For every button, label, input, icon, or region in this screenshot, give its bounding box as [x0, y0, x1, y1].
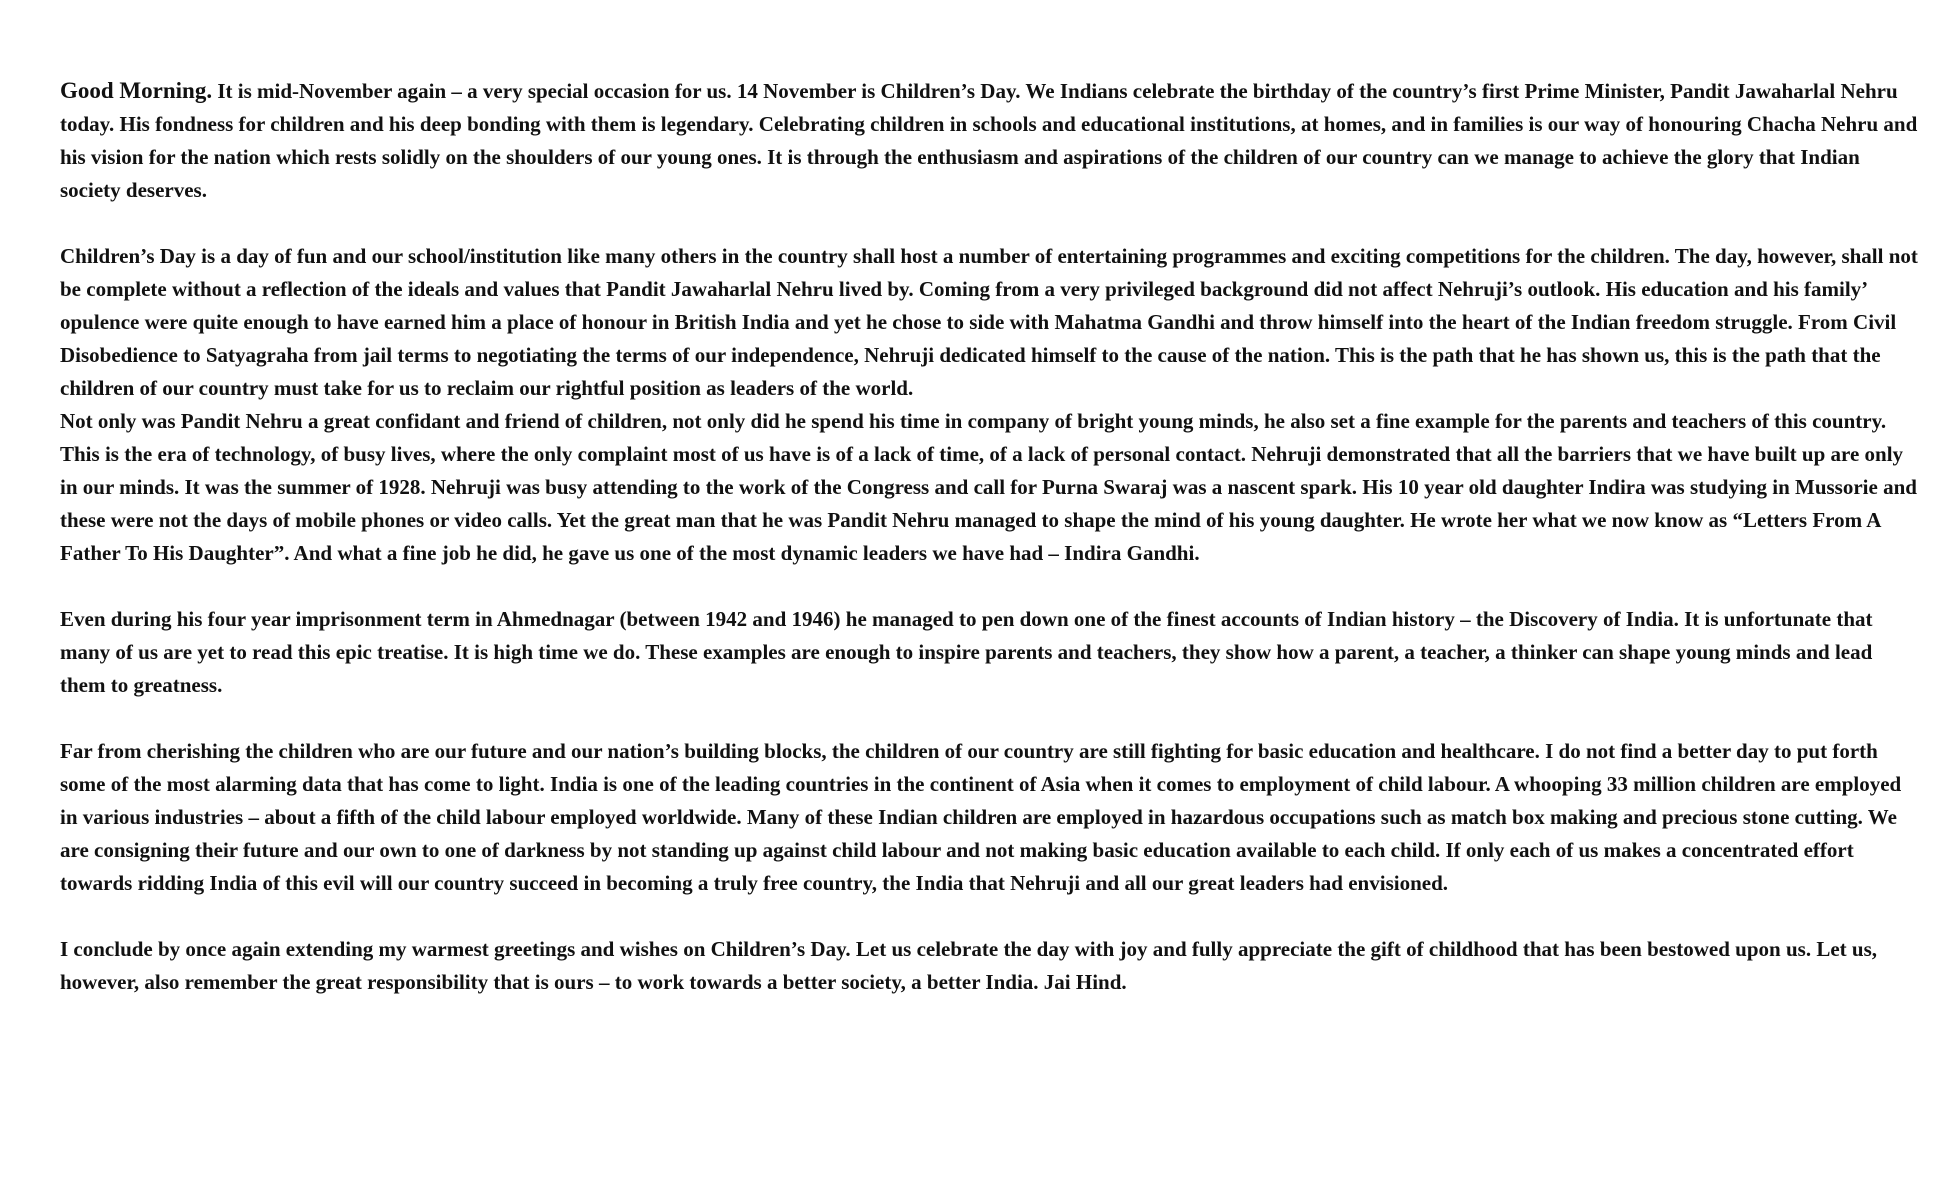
greeting-text: Good Morning.: [60, 78, 213, 103]
paragraph-childrens-day: Children’s Day is a day of fun and our school/institution like many others in the country shall host a number of entertaining programmes and exciting competitions for the children. The day, however, shall not be complete without a reflection of the ideals and values that Pandit Jawaharlal Nehru lived by. Coming from a very privileged background did not affect Nehruji’s outlook. His education and his family’ opulence were quite enough to have earned him a place of honour in British India and yet he chose to side with Mahatma Gandhi and throw himself into the heart of the Indian freedom struggle. From Civil Disobedience to Satyagraha from jail terms to negotiating the terms of our independence, Nehruji dedicated himself to the cause of the nation. This is the path that he has shown us, this is the path that the children of our country must take for us to reclaim our rightful position as leaders of the world.: [60, 244, 1918, 400]
speech-document: [60, 74, 1920, 1032]
paragraph-child-labour: Far from cherishing the children who are our future and our nation’s building blocks, the children of our country are still fighting for basic education and healthcare. I do not find a better day to put forth some of the most alarming data that has come to light. India is one of the leading countries in the continent of Asia when it comes to employment of child labour. A whooping 33 million children are employed in various industries – about a fifth of the child labour employed worldwide. Many of these Indian children are employed in hazardous occupations such as match box making and precious stone cutting. We are consigning their future and our own to one of darkness by not standing up against child labour and not making basic education available to each child. If only each of us makes a concentrated effort towards ridding India of this evil will our country succeed in becoming a truly free country, the India that Nehruji and all our great leaders had envisioned.: [60, 739, 1902, 895]
paragraph-conclusion: I conclude by once again extending my warmest greetings and wishes on Children’s Day. Let us celebrate the day with joy and fully appreciate the gift of childhood that has been bestowed upon us. Let us, however, also remember the great responsibility that is ours – to work towards a better society, a better India. Jai Hind.: [60, 937, 1877, 994]
paragraph-discovery: Even during his four year imprisonment term in Ahmednagar (between 1942 and 1946) he managed to pen down one of the finest accounts of Indian history – the Discovery of India. It is unfortunate that many of us are yet to read this epic treatise. It is high time we do. These examples are enough to inspire parents and teachers, they show how a parent, a teacher, a thinker can shape young minds and lead them to greatness.: [60, 607, 1873, 697]
paragraph-opening: [60, 74, 1920, 207]
opening-text: It is mid-November again – a very special occasion for us. 14 November is Children’s Day. We Indians celebrate the birthday of the country’s first Prime Minister, Pandit Jawaharlal Nehru today. His fondness for children and his deep bonding with them is legendary. Celebrating children in schools and educational institutions, at homes, and in families is our way of honouring Chacha Nehru and his vision for the nation which rests solidly on the shoulders of our young ones. It is through the enthusiasm and aspirations of the children of our country can we manage to achieve the glory that Indian society deserves.: [60, 79, 1918, 202]
paragraph-letters: Not only was Pandit Nehru a great confidant and friend of children, not only did he spend his time in company of bright young minds, he also set a fine example for the parents and teachers of this country. This is the era of technology, of busy lives, where the only complaint most of us have is of a lack of time, of a lack of personal contact. Nehruji demonstrated that all the barriers that we have built up are only in our minds. It was the summer of 1928. Nehruji was busy attending to the work of the Congress and call for Purna Swaraj was a nascent spark. His 10 year old daughter Indira was studying in Mussorie and these were not the days of mobile phones or video calls. Yet the great man that he was Pandit Nehru managed to shape the mind of his young daughter. He wrote her what we now know as “Letters From A Father To His Daughter”. And what a fine job he did, he gave us one of the most dynamic leaders we have had – Indira Gandhi.: [60, 409, 1917, 565]
